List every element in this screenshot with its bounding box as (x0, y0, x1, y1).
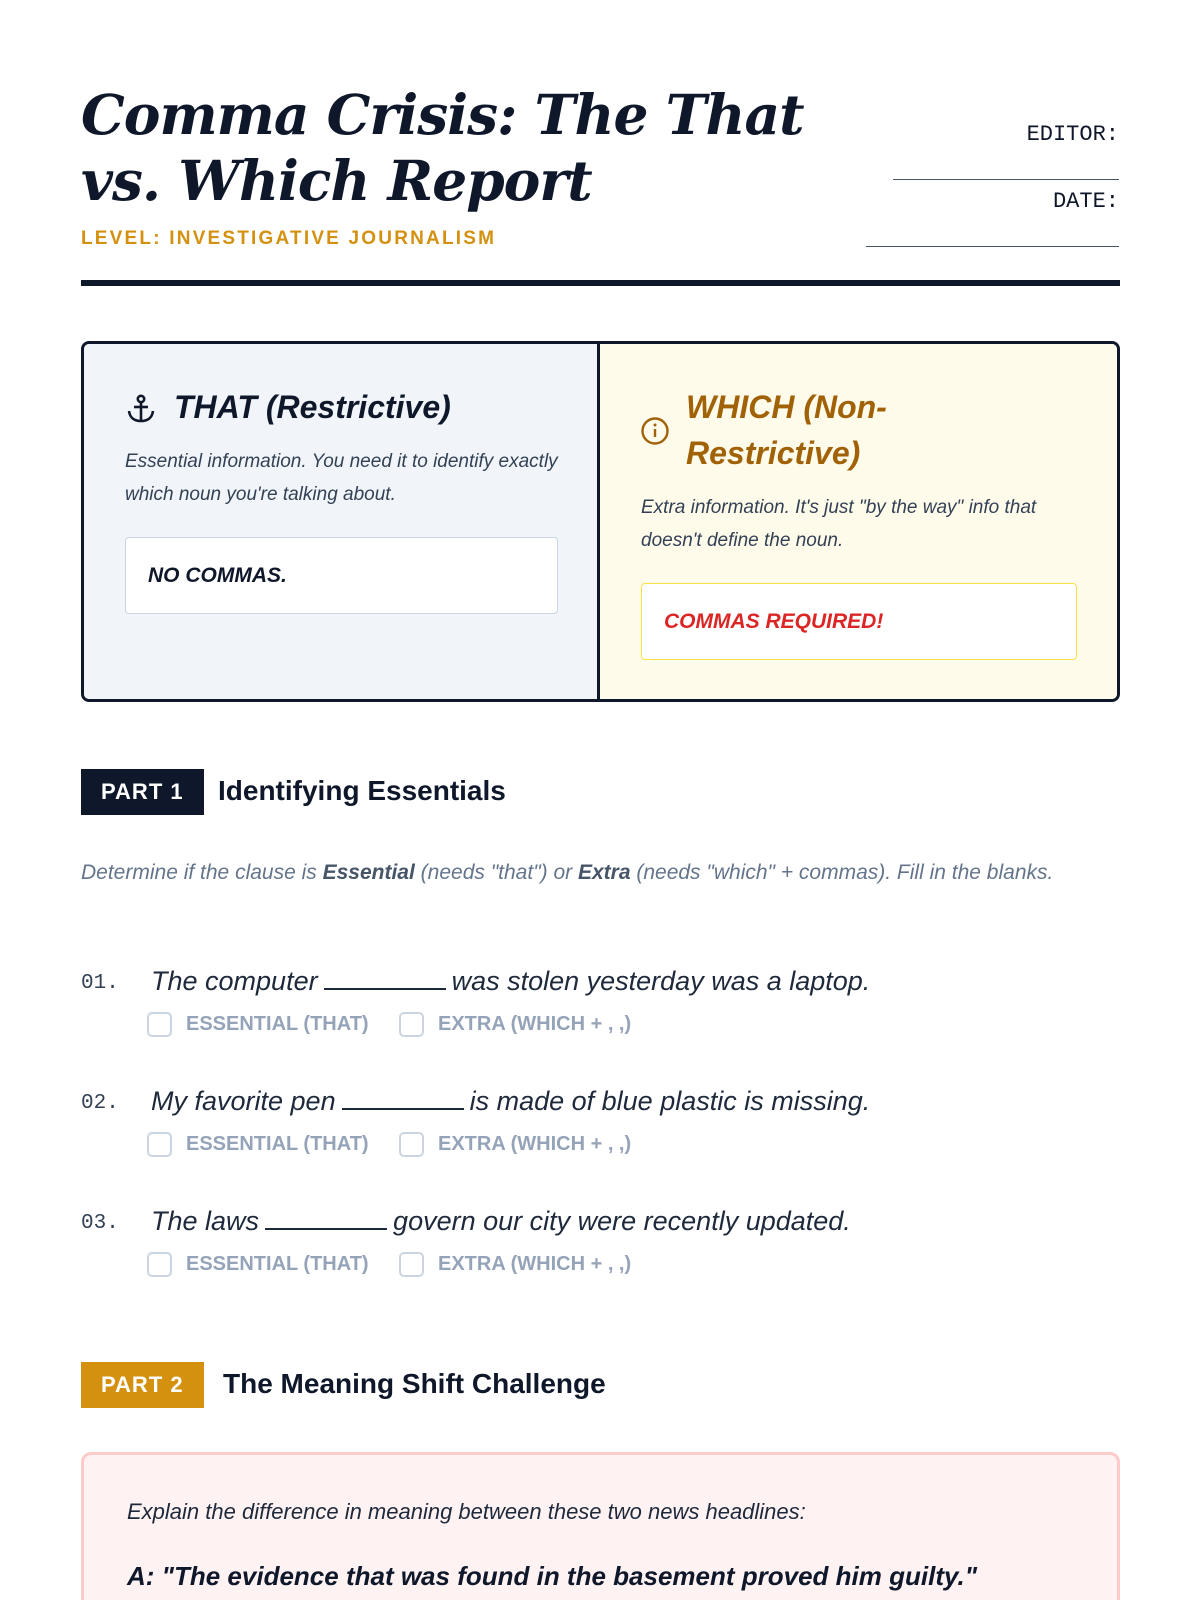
that-heading: THAT (Restrictive) (174, 389, 451, 425)
essential-checkbox[interactable] (147, 1132, 172, 1157)
level-label: LEVEL: INVESTIGATIVE JOURNALISM (81, 228, 497, 249)
essential-checkbox[interactable] (147, 1012, 172, 1037)
extra-option[interactable]: EXTRA (WHICH + , ,) (399, 1132, 631, 1157)
header-divider (81, 280, 1120, 286)
extra-option[interactable]: EXTRA (WHICH + , ,) (399, 1252, 631, 1277)
rule-comparison-box (81, 341, 1120, 702)
answer-blank[interactable] (342, 1088, 464, 1110)
extra-checkbox[interactable] (399, 1012, 424, 1037)
which-heading: WHICH (Non-Restrictive) (686, 389, 887, 471)
question-3 (81, 1206, 1120, 1316)
question-2 (81, 1086, 1120, 1196)
essential-option[interactable]: ESSENTIAL (THAT) (147, 1252, 369, 1277)
info-icon (640, 416, 670, 451)
essential-option[interactable]: ESSENTIAL (THAT) (147, 1012, 369, 1037)
which-note: COMMAS REQUIRED! (641, 583, 1077, 660)
essential-checkbox[interactable] (147, 1252, 172, 1277)
question-number: 01. (81, 972, 119, 995)
challenge-prompt: Explain the difference in meaning between these two news headlines: (127, 1499, 806, 1524)
anchor-icon (125, 393, 157, 430)
date-field[interactable] (866, 246, 1119, 247)
part2-tag: PART 2 (81, 1362, 204, 1408)
answer-blank[interactable] (265, 1208, 387, 1230)
part1-instructions: Determine if the clause is Essential (needs "that") or Extra (needs "which" + commas). Fill in the blanks. (81, 861, 1054, 884)
extra-checkbox[interactable] (399, 1252, 424, 1277)
headline-a: A: "The evidence that was found in the basement proved him guilty." (127, 1561, 978, 1591)
extra-checkbox[interactable] (399, 1132, 424, 1157)
question-sentence: The laws govern our city were recently updated. (151, 1206, 851, 1236)
which-column (600, 344, 1117, 699)
date-label: DATE: (1052, 189, 1119, 214)
that-note: NO COMMAS. (125, 537, 558, 614)
part2-title: The Meaning Shift Challenge (223, 1368, 606, 1399)
question-1 (81, 966, 1120, 1076)
editor-field[interactable] (893, 179, 1119, 180)
question-number: 03. (81, 1212, 119, 1235)
page-title: Comma Crisis: The That vs. Which Report (81, 82, 804, 213)
that-column (84, 344, 600, 699)
meaning-challenge-box (81, 1452, 1120, 1600)
question-number: 02. (81, 1092, 119, 1115)
part1-title: Identifying Essentials (218, 775, 506, 806)
essential-option[interactable]: ESSENTIAL (THAT) (147, 1132, 369, 1157)
editor-label: EDITOR: (1026, 122, 1119, 147)
part1-tag: PART 1 (81, 769, 204, 815)
which-description: Extra information. It's just "by the way" info that doesn't define the noun. (641, 497, 1037, 551)
question-sentence: My favorite pen is made of blue plastic is missing. (151, 1086, 871, 1116)
answer-blank[interactable] (324, 968, 446, 990)
extra-option[interactable]: EXTRA (WHICH + , ,) (399, 1012, 631, 1037)
question-sentence: The computer was stolen yesterday was a laptop. (151, 966, 871, 996)
that-description: Essential information. You need it to identify exactly which noun you're talking about. (125, 451, 558, 505)
